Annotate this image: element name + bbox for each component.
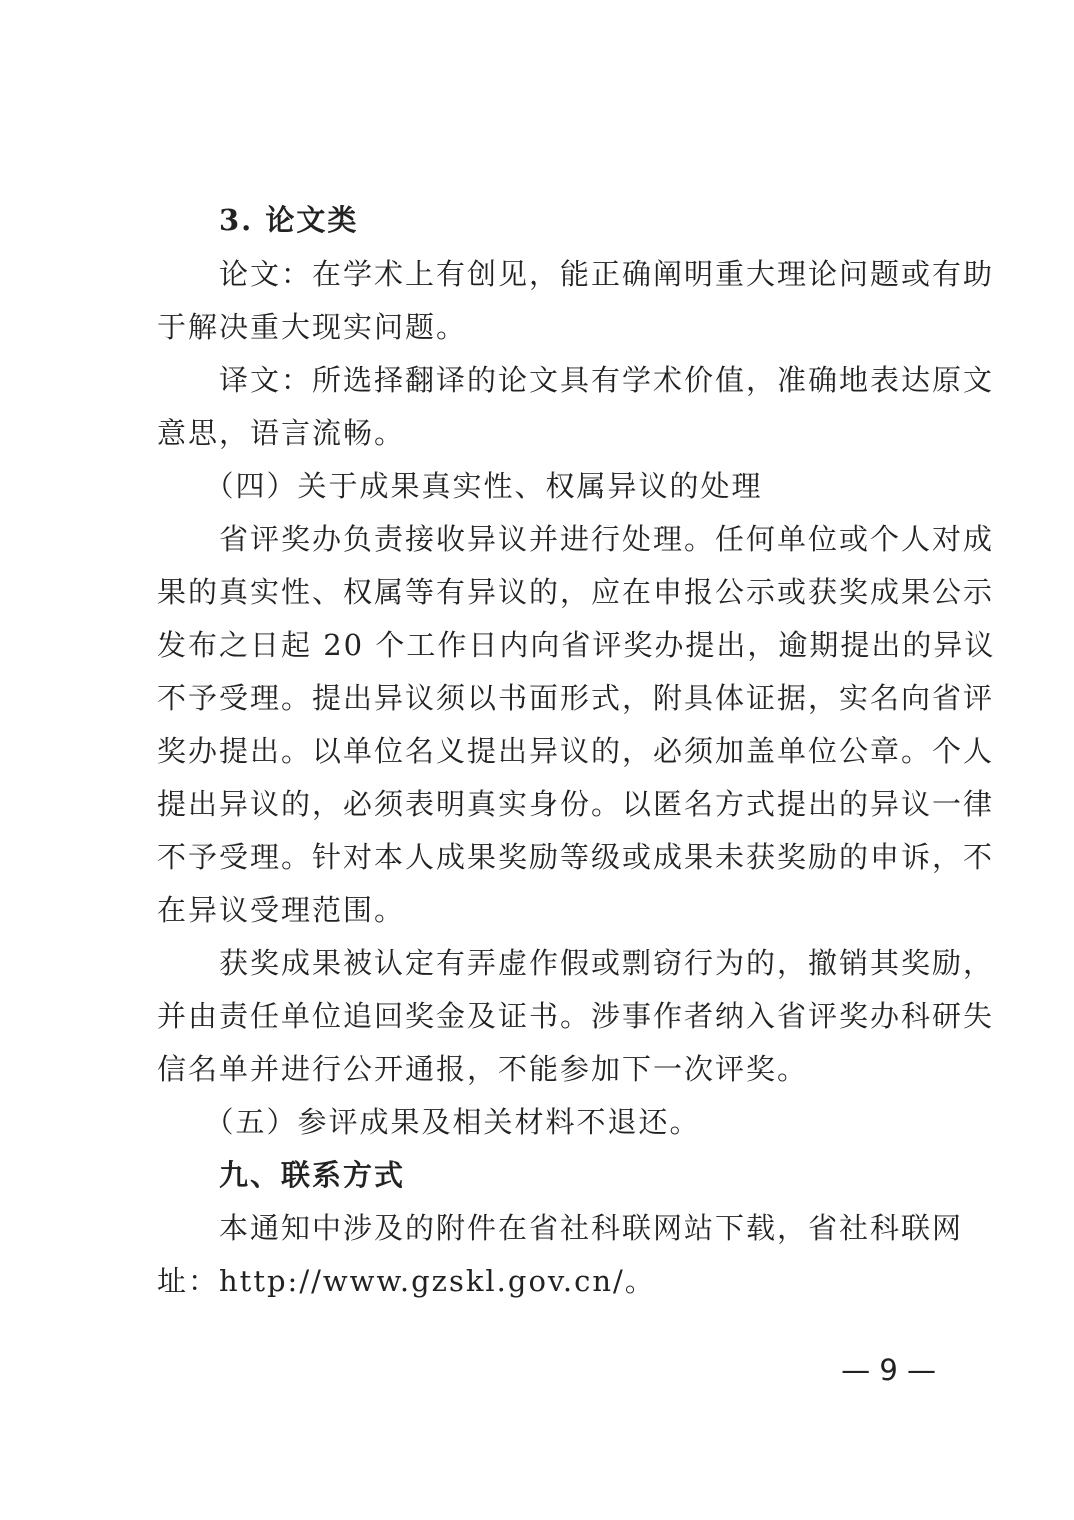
paragraph-line: 提出异议的，必须表明真实身份。以匿名方式提出的异议一律 — [157, 787, 995, 821]
section-heading-objection: （四）关于成果真实性、权属异议的处理 — [157, 469, 763, 503]
paragraph-line: 发布之日起 20 个工作日内向省评奖办提出，逾期提出的异议 — [157, 628, 996, 662]
paragraph-line: 本通知中涉及的附件在省社科联网站下载，省社科联网 — [157, 1211, 964, 1245]
paragraph-line: 译文：所选择翻译的论文具有学术价值，准确地表达原文 — [157, 363, 995, 397]
paragraph-line: 省评奖办负责接收异议并进行处理。任何单位或个人对成 — [157, 522, 995, 556]
section-heading-contact: 九、联系方式 — [157, 1158, 406, 1192]
subsection-heading-paper: 3. 论文类 — [157, 203, 359, 237]
paragraph-line: 信名单并进行公开通报，不能参加下一次评奖。 — [157, 1052, 809, 1086]
paragraph-line: 意思，语言流畅。 — [157, 416, 406, 450]
paragraph-line: 在异议受理范围。 — [157, 893, 406, 927]
paragraph-line: 获奖成果被认定有弄虚作假或剽窃行为的，撤销其奖励， — [157, 946, 995, 980]
paragraph-line: 奖办提出。以单位名义提出异议的，必须加盖单位公章。个人 — [157, 734, 995, 768]
paragraph-line: 于解决重大现实问题。 — [157, 310, 468, 344]
page-number: — 9 — — [841, 1353, 936, 1387]
paragraph-line: 论文：在学术上有创见，能正确阐明重大理论问题或有助 — [157, 257, 995, 291]
paragraph-line: 不予受理。针对本人成果奖励等级或成果未获奖励的申诉，不 — [157, 840, 995, 874]
paragraph-line-url: 址：http://www.gzskl.gov.cn/。 — [157, 1264, 656, 1298]
paragraph-line: 果的真实性、权属等有异议的，应在申报公示或获奖成果公示 — [157, 575, 995, 609]
section-heading-materials: （五）参评成果及相关材料不退还。 — [157, 1105, 701, 1139]
paragraph-line: 并由责任单位追回奖金及证书。涉事作者纳入省评奖办科研失 — [157, 999, 995, 1033]
paragraph-line: 不予受理。提出异议须以书面形式，附具体证据，实名向省评 — [157, 681, 995, 715]
